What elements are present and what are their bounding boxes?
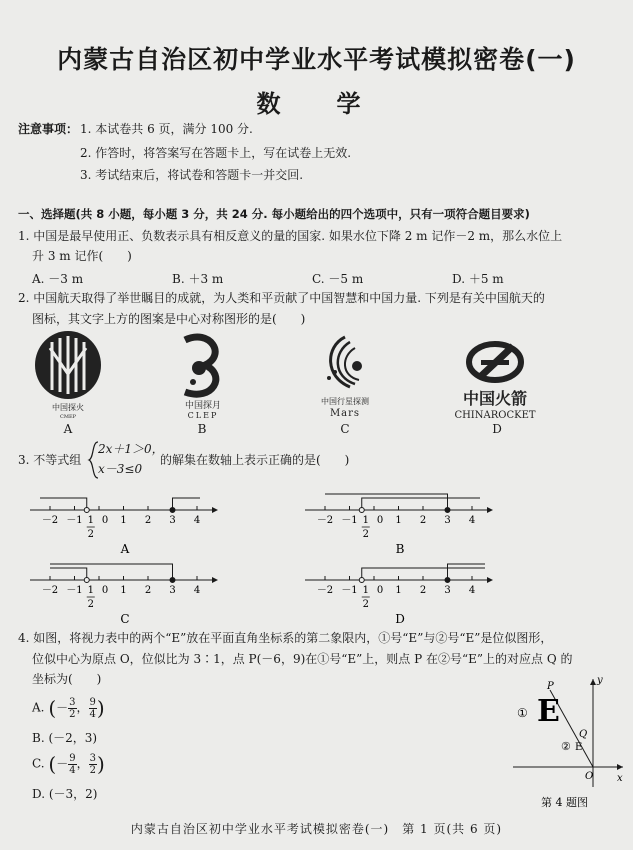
q4-line2: 位似中心为原点 O，位似比为 3∶1，点 P(－6，9)在①号“E”上，则点 P 在②号“E”上的对应点 Q 的 xyxy=(32,652,573,666)
q4-line1: 4. 如图，将视力表中的两个“E”放在平面直角坐标系的第二象限内，①号“E”与②号“E”是位似图形， xyxy=(18,631,553,645)
svg-text:0: 0 xyxy=(376,515,384,526)
logo-c-sub: Mars xyxy=(329,408,361,419)
svg-text:2: 2 xyxy=(419,585,427,596)
q1-line2: 升 3 m 记作( ) xyxy=(32,249,132,263)
logo-chinarocket-icon xyxy=(445,338,545,422)
svg-text:x: x xyxy=(617,773,623,784)
svg-text:E: E xyxy=(537,694,560,729)
section-heading: 一、选择题(共 8 小题，每小题 3 分，共 24 分. 每小题给出的四个选项中，只有一项符合题目要求) xyxy=(18,207,530,221)
svg-text:E: E xyxy=(575,742,583,753)
svg-text:1: 1 xyxy=(120,585,127,596)
logo-d-name: 中国火箭 xyxy=(462,389,528,408)
svg-text:3: 3 xyxy=(444,515,451,526)
svg-text:①: ① xyxy=(517,706,528,720)
svg-text:A: A xyxy=(120,542,130,556)
q3-ineq2: x－3≤0 xyxy=(98,462,143,476)
svg-text:4: 4 xyxy=(193,515,201,526)
svg-text:0: 0 xyxy=(376,585,384,596)
svg-text:2: 2 xyxy=(87,529,94,540)
svg-text:－1: －1 xyxy=(341,515,358,526)
svg-text:－1: －1 xyxy=(341,585,358,596)
note-1: 1. 本试卷共 6 页，满分 100 分. xyxy=(80,122,253,136)
svg-text:2: 2 xyxy=(144,515,152,526)
logo-a-sub: CMEP xyxy=(60,414,76,420)
svg-text:4: 4 xyxy=(468,515,476,526)
svg-text:－2: －2 xyxy=(316,585,334,596)
q1-line1: 1. 中国是最早使用正、负数表示具有相反意义的量的国家. 如果水位下降 2 m 记作－2 m，那么水位上 xyxy=(18,229,563,243)
svg-text:0: 0 xyxy=(101,585,109,596)
svg-text:Q: Q xyxy=(579,729,588,740)
svg-text:y: y xyxy=(597,675,603,686)
svg-text:－1: －1 xyxy=(66,515,83,526)
svg-text:②: ② xyxy=(561,740,571,753)
svg-text:－2: －2 xyxy=(41,585,59,596)
svg-text:O: O xyxy=(585,771,594,782)
svg-text:B: B xyxy=(395,542,405,556)
logo-clep-icon xyxy=(165,330,241,420)
notes-label: 注意事项： xyxy=(18,122,79,136)
svg-text:第 4 题图: 第 4 题图 xyxy=(541,796,588,809)
svg-text:4: 4 xyxy=(193,585,201,596)
svg-text:1: 1 xyxy=(87,515,94,526)
svg-text:0: 0 xyxy=(101,515,109,526)
q4-line3: 坐标为( ) xyxy=(32,672,102,686)
subject-title: 数 学 xyxy=(256,90,377,118)
q2-line1: 2. 中国航天取得了举世瞩目的成就，为人类和平贡献了中国智慧和中国力量. 下列是有关中国航天的 xyxy=(18,291,545,305)
svg-text:－2: －2 xyxy=(41,515,59,526)
page-footer: 内蒙古自治区初中学业水平考试模拟密卷(一) 第 1 页(共 6 页) xyxy=(130,822,503,836)
logo-c-letter: C xyxy=(340,422,350,436)
svg-text:2: 2 xyxy=(419,515,427,526)
svg-text:3: 3 xyxy=(169,515,176,526)
q4-option-d: D. (－3，2) xyxy=(32,787,98,801)
q3-number-lines xyxy=(0,470,633,630)
q3-ineq1: 2x＋1＞0， xyxy=(98,442,164,456)
q4-option-c: C. (－ $\frac{9}{4}$ ， $\frac{3}{2}$ ) xyxy=(32,752,105,776)
logo-a-letter: A xyxy=(63,422,73,436)
svg-text:1: 1 xyxy=(362,515,369,526)
svg-text:2: 2 xyxy=(362,529,369,540)
q4-option-b: B. (－2，3) xyxy=(32,731,98,745)
q1-option-a: A. －3 m xyxy=(32,272,84,286)
svg-text:2: 2 xyxy=(87,599,94,610)
logo-c-name: 中国行星探测 xyxy=(321,397,369,406)
svg-text:C: C xyxy=(120,612,130,626)
logo-cmep-icon xyxy=(30,330,106,420)
logo-b-letter: B xyxy=(197,422,207,436)
svg-text:3: 3 xyxy=(444,585,451,596)
note-2: 2. 作答时，将答案写在答题卡上，写在试卷上无效. xyxy=(80,146,352,160)
logo-b-sub: CLEP xyxy=(187,411,219,420)
logo-mars-icon xyxy=(305,332,385,422)
svg-text:3: 3 xyxy=(169,585,176,596)
logo-b-name: 中国探月 xyxy=(184,401,222,411)
q3-prefix: 3. 不等式组 xyxy=(18,453,82,467)
logo-d-sub: CHINAROCKET xyxy=(454,410,536,421)
svg-text:4: 4 xyxy=(468,585,476,596)
logo-a-name: 中国探火 xyxy=(52,403,84,412)
q3-suffix: 的解集在数轴上表示正确的是( ) xyxy=(160,453,350,467)
svg-text:1: 1 xyxy=(395,515,402,526)
svg-text:P: P xyxy=(547,681,554,692)
svg-text:1: 1 xyxy=(120,515,127,526)
note-3: 3. 考试结束后，将试卷和答题卡一并交回. xyxy=(80,168,304,182)
exam-title: 内蒙古自治区初中学业水平考试模拟密卷(一) xyxy=(57,45,576,74)
q1-option-c: C. －5 m xyxy=(312,272,364,286)
q2-line2: 图标，其文字上方的图案是中心对称图形的是( ) xyxy=(32,312,306,326)
svg-text:－1: －1 xyxy=(66,585,83,596)
svg-text:－2: －2 xyxy=(316,515,334,526)
svg-text:1: 1 xyxy=(362,585,369,596)
svg-text:1: 1 xyxy=(87,585,94,596)
svg-text:1: 1 xyxy=(395,585,402,596)
q1-option-d: D. ＋5 m xyxy=(452,272,504,286)
q1-option-b: B. ＋3 m xyxy=(172,272,224,286)
svg-text:2: 2 xyxy=(144,585,152,596)
q4-option-a: A. (－ $\frac{3}{2}$ ， $\frac{9}{4}$ ) xyxy=(32,696,105,720)
svg-text:2: 2 xyxy=(362,599,369,610)
q4-figure xyxy=(505,675,630,810)
svg-text:D: D xyxy=(395,612,405,626)
logo-d-letter: D xyxy=(492,422,502,436)
